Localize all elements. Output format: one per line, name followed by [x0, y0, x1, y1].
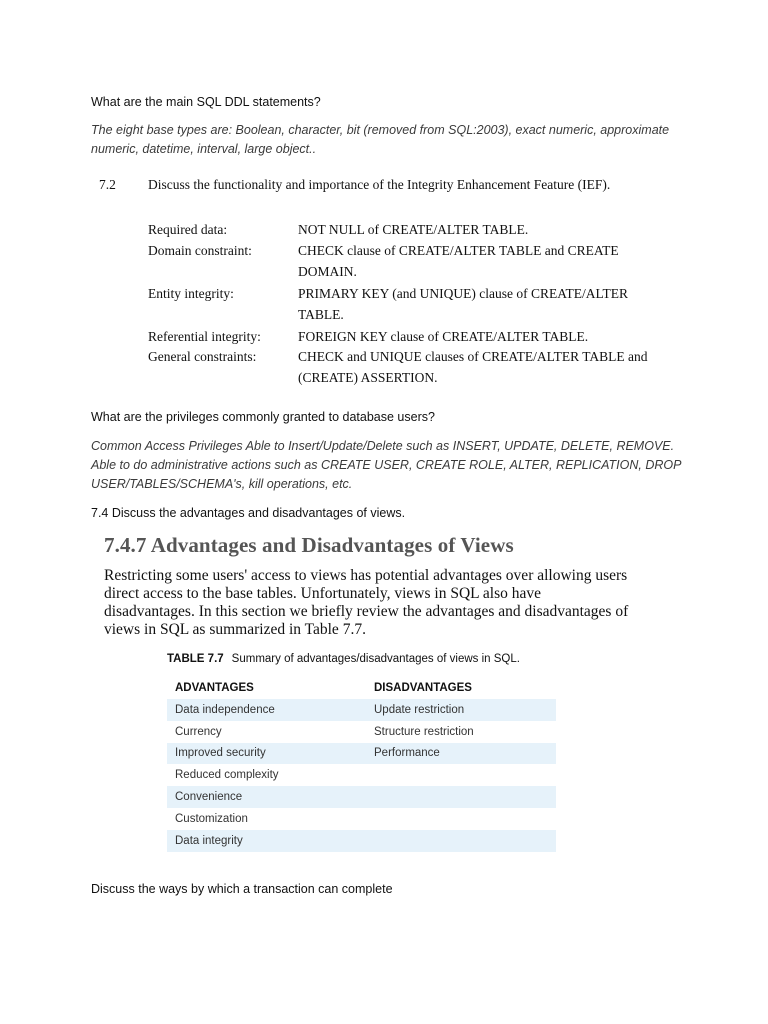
disadvantage-cell: [366, 830, 556, 852]
table-row: [167, 699, 556, 721]
ief-row-entity: [0, 283, 768, 325]
advantage-cell: Customization: [175, 812, 248, 825]
table-caption-text: Summary of advantages/disadvantages of views in SQL.: [231, 653, 520, 665]
ief-definition: CHECK clause of CREATE/ALTER TABLE and CREATE DOMAIN.: [298, 243, 619, 279]
advantage-cell: Convenience: [167, 786, 366, 808]
views-table: [167, 677, 556, 852]
table-row: [167, 764, 556, 786]
ief-definition: CHECK and UNIQUE clauses of CREATE/ALTER TABLE and (CREATE) ASSERTION.: [298, 349, 648, 385]
ief-row-domain: [0, 240, 768, 282]
ief-term: General constraints:: [148, 349, 257, 364]
table-row: [167, 786, 556, 808]
advantage-cell: Data integrity: [167, 830, 366, 852]
advantage-cell: Currency: [175, 725, 222, 738]
table-row: [167, 808, 556, 830]
table-row: [167, 830, 556, 852]
disadvantage-cell: [366, 786, 556, 808]
answer-ddl: The eight base types are: Boolean, character, bit (removed from SQL:2003), exact numeric, approximate numeric, datetime, interval, large object..: [91, 123, 670, 156]
section-paragraph: Restricting some users' access to views has potential advantages over allowing users direct access to the base tables. Unfortunately, views in SQL also have disadvantages. In this section we briefly review the advantages and disadvantages of views in SQL as summarized in Table 7.7.: [104, 567, 629, 638]
ief-definition: PRIMARY KEY (and UNIQUE) clause of CREATE/ALTER TABLE.: [298, 286, 628, 322]
table-header-row: [167, 677, 556, 699]
ief-definition: NOT NULL of CREATE/ALTER TABLE.: [298, 222, 529, 237]
question-privileges: What are the privileges commonly granted to database users?: [91, 410, 435, 424]
ief-term: Referential integrity:: [148, 329, 261, 344]
table-row: [167, 721, 556, 743]
question-ddl: What are the main SQL DDL statements?: [91, 95, 321, 109]
question-transaction: Discuss the ways by which a transaction can complete: [91, 882, 393, 896]
ief-row-referential: [0, 326, 768, 347]
ief-row-required: [0, 219, 768, 240]
table-caption: [167, 653, 520, 665]
disadvantage-cell: Performance: [366, 743, 556, 765]
table-label: TABLE 7.7: [167, 653, 224, 665]
ief-question: Discuss the functionality and importance of the Integrity Enhancement Feature (IEF).: [148, 177, 611, 192]
column-header-advantages: ADVANTAGES: [175, 682, 254, 694]
disadvantage-cell: [366, 764, 556, 786]
disadvantage-cell: Update restriction: [366, 699, 556, 721]
column-header-disadvantages: DISADVANTAGES: [374, 682, 472, 694]
ief-term: Entity integrity:: [148, 286, 234, 301]
ief-row-general: [0, 346, 768, 388]
disadvantage-cell: [366, 808, 556, 830]
section-title: 7.4.7 Advantages and Disadvantages of Views: [104, 533, 514, 557]
question-number: 7.2: [99, 177, 116, 192]
table-row: [167, 743, 556, 765]
ief-term: Domain constraint:: [148, 243, 252, 258]
views-table-wrapper: [167, 677, 556, 852]
ief-term: Required data:: [148, 222, 228, 237]
advantage-cell: Data independence: [167, 699, 366, 721]
advantage-cell: Improved security: [167, 743, 366, 765]
advantage-cell: Reduced complexity: [175, 769, 279, 782]
disadvantage-cell: Structure restriction: [374, 725, 474, 738]
question-views: 7.4 Discuss the advantages and disadvantages of views.: [91, 506, 406, 520]
ief-definition: FOREIGN KEY clause of CREATE/ALTER TABLE.: [298, 329, 589, 344]
answer-privileges: Common Access Privileges Able to Insert/Update/Delete such as INSERT, UPDATE, DELETE, REMOVE. Able to do administrative actions such as CREATE USER, CREATE ROLE, ALTER, REPLICATION, DROP USER/TABLES/SCHEMA's, kill operations, etc.: [91, 439, 681, 491]
